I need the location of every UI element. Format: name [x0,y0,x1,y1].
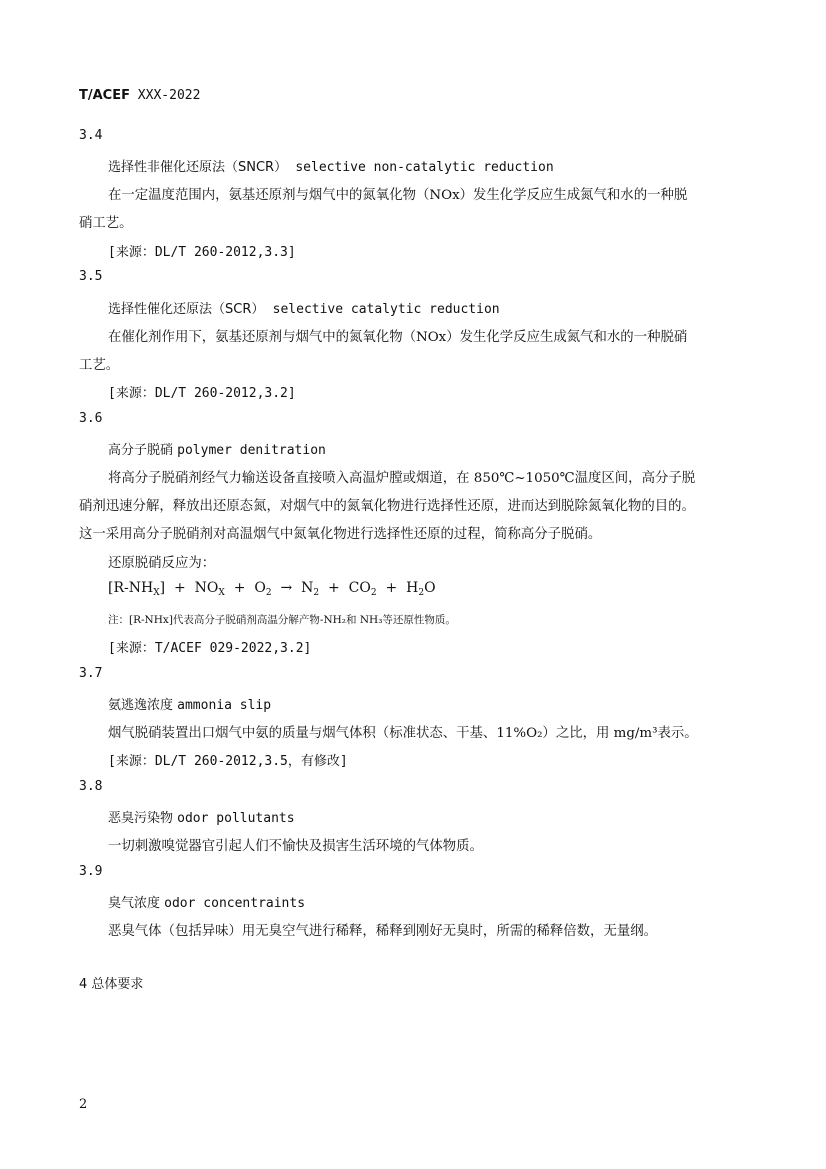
reaction-arrow-icon: → [280,580,293,596]
definition-text: 硝工艺。 [79,216,133,231]
source-reference: [来源：T/ACEF 029-2022,3.2] [108,641,312,656]
definition-text: 将高分子脱硝剂经气力输送设备直接喷入高温炉膛或烟道，在 850℃~1050℃温度区间，高分子脱 [108,471,696,486]
reaction-formula: $[R-NH_X] + NO_X + O_2 \to N_2 + CO_2 + H_2O$ [108,580,436,598]
document-header: T/ACEF XXX-2022 [79,88,201,103]
term-title: 臭气浓度 odor concentraints [108,896,306,911]
definition-text: 硝剂迅速分解，释放出还原态氮，对烟气中的氮氧化物进行选择性还原，进而达到脱除氮氧化物的目的。 [79,499,695,514]
definition-text: 恶臭气体（包括异味）用无臭空气进行稀释，稀释到刚好无臭时，所需的稀释倍数，无量纲。 [108,924,658,939]
page-number: 2 [79,1097,88,1112]
term-title: 选择性催化还原法（SCR） selective catalytic reduction [108,302,500,317]
term-title: 氨逃逸浓度 ammonia slip [108,698,272,713]
term-title: 高分子脱硝 polymer denitration [108,443,326,458]
clause-number: 3.5 [79,269,103,284]
note-text: 注：[R-NHx]代表高分子脱硝剂高温分解产物-NH₂和 NH₃等还原性物质。 [108,614,456,626]
reaction-intro: 还原脱硝反应为： [108,556,216,571]
clause-number: 3.9 [79,864,103,879]
definition-text: 工艺。 [79,358,120,373]
clause-number: 3.8 [79,779,103,794]
clause-number: 3.4 [79,128,103,143]
definition-text: 在催化剂作用下，氨基还原剂与烟气中的氮氧化物（NOx）发生化学反应生成氮气和水的一种脱硝 [108,330,688,345]
source-reference: [来源：DL/T 260-2012,3.2] [108,386,296,401]
clause-number: 3.6 [79,411,103,426]
definition-text: 一切刺激嗅觉器官引起人们不愉快及损害生活环境的气体物质。 [108,839,483,854]
source-reference: [来源：DL/T 260-2012,3.3] [108,245,296,260]
term-title: 选择性非催化还原法（SNCR） selective non‑catalytic reduction [108,160,554,175]
clause-number: 3.7 [79,666,103,681]
definition-text: 烟气脱硝装置出口烟气中氨的质量与烟气体积（标准状态、干基、11%O₂）之比，用 mg/m³表示。 [108,726,698,741]
definition-text: 这一采用高分子脱硝剂对高温烟气中氮氧化物进行选择性还原的过程，简称高分子脱硝。 [79,527,602,542]
section-heading: 4 总体要求 [79,977,144,992]
term-title: 恶臭污染物 odor pollutants [108,811,295,826]
source-reference: [来源：DL/T 260-2012,3.5，有修改] [108,754,348,769]
definition-text: 在一定温度范围内，氨基还原剂与烟气中的氮氧化物（NOx）发生化学反应生成氮气和水的一种脱 [108,188,688,203]
